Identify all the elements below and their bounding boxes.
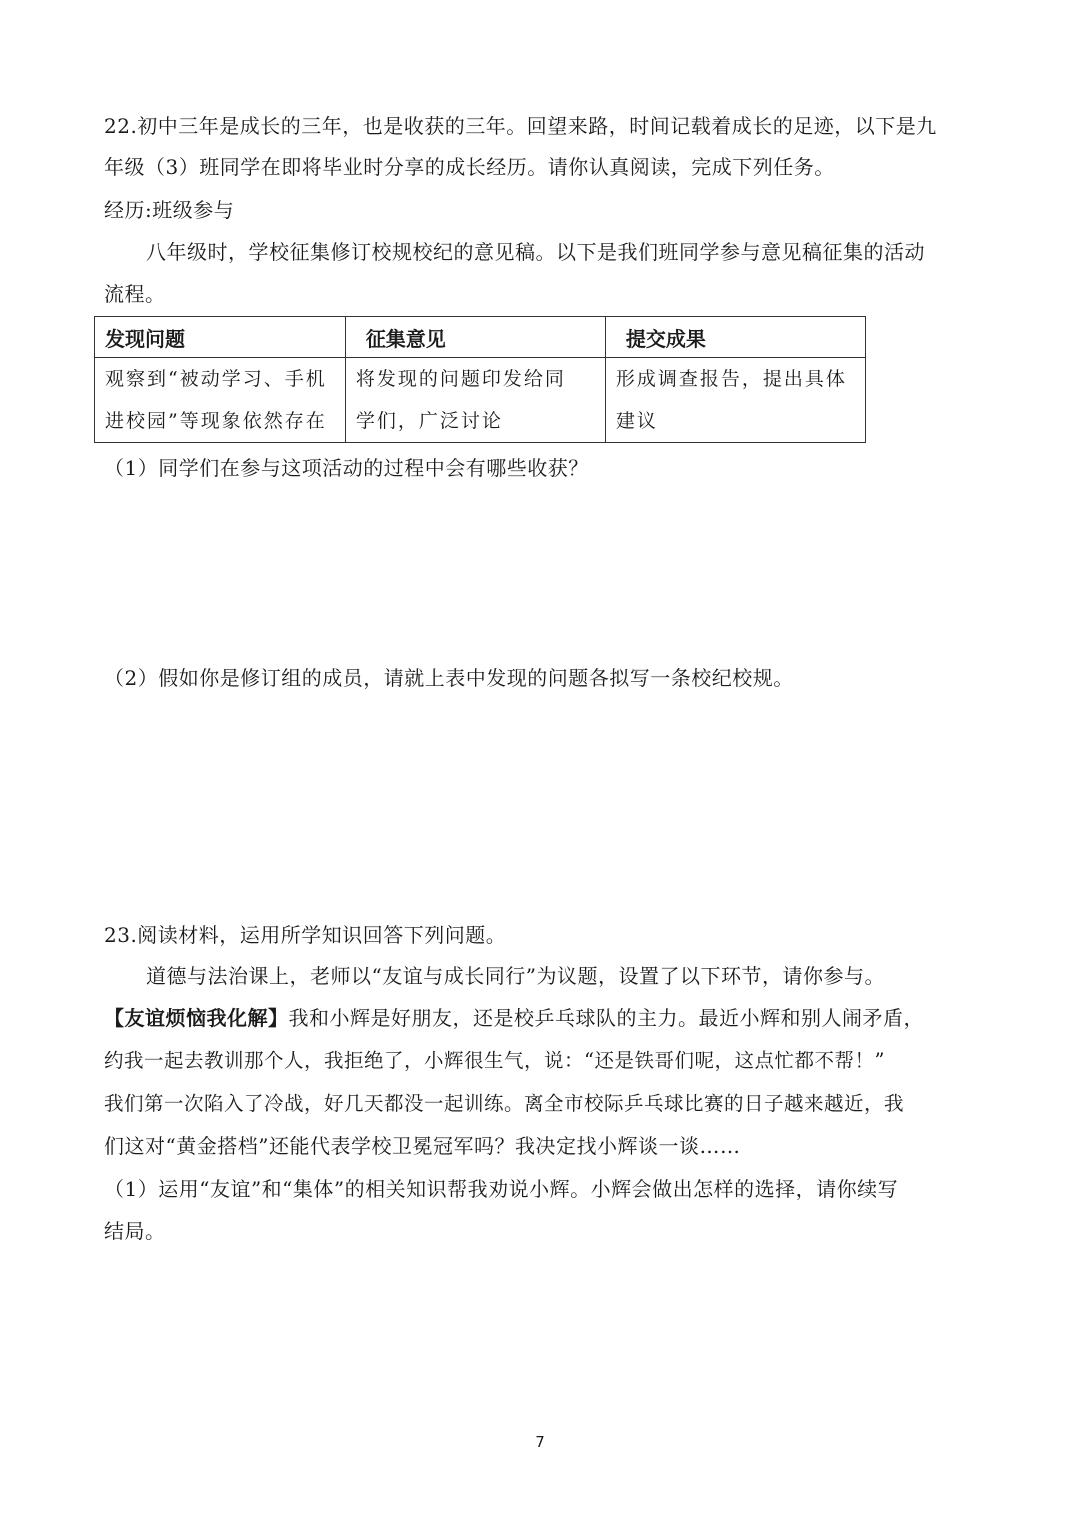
story-section-title: 【友谊烦恼我化解】 [104,1006,289,1030]
q22-intro-line-2: 年级（3）班同学在即将毕业时分享的成长经历。请你认真阅读，完成下列任务。 [104,155,835,179]
table-cell [345,358,605,443]
q23-subquestion-1-line-2: 结局。 [104,1219,166,1243]
table-cell-line: 学们，广泛讨论 [355,410,503,432]
q23-story-line-2: 约我一起去教训那个人，我拒绝了，小辉很生气，说：“还是铁哥们呢，这点忙都不帮！” [104,1049,885,1072]
q22-subquestion-2: （2）假如你是修订组的成员，请就上表中发现的问题各拟写一条校纪校规。 [104,666,794,690]
story-text: 我和小辉是好朋友，还是校乒乓球队的主力。最近小辉和别人闹矛盾， [288,1006,924,1030]
table-cell-line: 形成调查报告，提出具体 [615,368,847,390]
table-row [95,358,866,443]
table-cell-line: 将发现的问题印发给同 [355,368,566,390]
activity-flow-table [94,316,866,443]
table-header-cell: 提交成果 [605,317,865,358]
q22-paragraph-line-1: 八年级时，学校征集修订校规校纪的意见稿。以下是我们班同学参与意见稿征集的活动 [146,240,925,264]
q23-intro: 23.阅读材料，运用所学知识回答下列问题。 [104,923,507,947]
table-header-cell: 征集意见 [345,317,605,358]
q22-subquestion-1: （1）同学们在参与这项活动的过程中会有哪些收获？ [104,456,589,480]
table-header-cell: 发现问题 [95,317,346,358]
q22-section-label: 经历:班级参与 [104,198,235,222]
q23-story-line-1 [104,1004,924,1032]
table-header-row [95,317,866,358]
table-cell-line: 建议 [615,410,658,432]
q22-intro-line-1: 22.初中三年是成长的三年，也是收获的三年。回望来路，时间记载着成长的足迹，以下是九 [104,114,937,138]
table-cell-line: 进校园”等现象依然存在 [105,410,327,432]
q23-paragraph: 道德与法治课上，老师以“友谊与成长同行”为议题，设置了以下环节，请你参与。 [146,964,885,988]
page-number: 7 [535,1433,545,1451]
table-cell [605,358,865,443]
table-cell [95,358,346,443]
q23-story-line-3: 我们第一次陷入了冷战，好几天都没一起训练。离全市校际乒乓球比赛的日子越来越近，我 [104,1092,905,1115]
table-cell-line: 观察到“被动学习、手机 [105,368,327,390]
q22-paragraph-line-2: 流程。 [104,282,166,306]
q23-story-line-4: 们这对“黄金搭档”还能代表学校卫冕冠军吗？我决定找小辉谈一谈…… [104,1134,741,1158]
q23-subquestion-1-line-1: （1）运用“友谊”和“集体”的相关知识帮我劝说小辉。小辉会做出怎样的选择，请你续写 [104,1177,899,1201]
